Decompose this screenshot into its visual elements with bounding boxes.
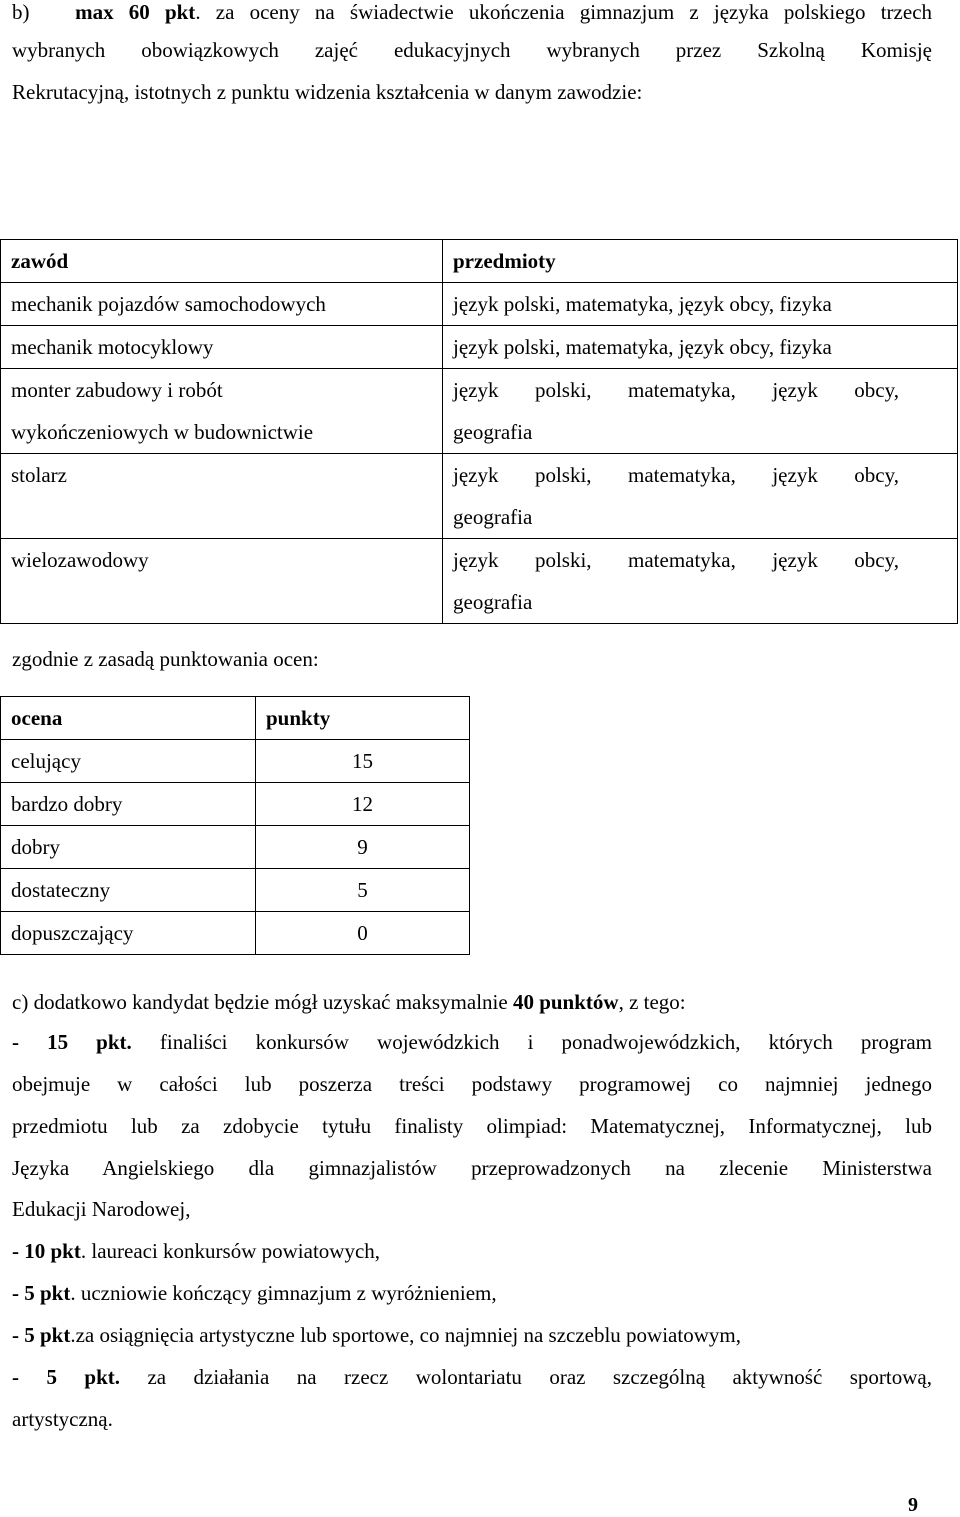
intro-line-3: Rekrutacyjną, istotnych z punktu widzenia kształcenia w danym zawodzie: (12, 80, 643, 104)
bullet-1-line-1: - 15 pkt. finaliści konkursów wojewódzkich i ponadwojewódzkich, których program (12, 1030, 932, 1054)
grade-points: 5 (256, 869, 470, 912)
table-row (1, 369, 958, 454)
grade-points: 15 (256, 740, 470, 783)
grade-name: dobry (1, 826, 256, 869)
bullet-1-line-2: obejmuje w całości lub poszerza treści podstawy programowej co najmniej jednego (12, 1072, 932, 1096)
table-row (1, 539, 958, 624)
przedmioty-cell: język polski, matematyka, język obcy, geografia (443, 369, 958, 454)
bullet-4: - 5 pkt.za osiągnięcia artystyczne lub sportowe, co najmniej na szczeblu powiatowym, (12, 1323, 741, 1347)
intro-text: . za oceny na świadectwie ukończenia gimnazjum z języka polskiego trzech (195, 0, 932, 24)
table-row (1, 283, 958, 326)
zawod-cell: mechanik motocyklowy (1, 326, 443, 369)
grade-points: 0 (256, 912, 470, 955)
bullet-1-line-5: Edukacji Narodowej, (12, 1197, 191, 1221)
bullet-5-line-2: artystyczną. (12, 1407, 113, 1431)
page-number: 9 (908, 1494, 918, 1516)
bullet-1-line-3: przedmiotu lub za zdobycie tytułu finalisty olimpiad: Matematycznej, Informatycznej, lub (12, 1114, 932, 1138)
section-c: c) dodatkowo kandydat będzie mógł uzyskać maksymalnie 40 punktów, z tego: (12, 990, 686, 1014)
grade-name: bardzo dobry (1, 783, 256, 826)
header-przedmioty: przedmioty (443, 240, 958, 283)
points-max: max 60 pkt (75, 0, 196, 24)
przedmioty-cell: język polski, matematyka, język obcy, fizyka (443, 326, 958, 369)
zawod-cell: wielozawodowy (1, 539, 443, 624)
przedmioty-cell: język polski, matematyka, język obcy, fizyka (443, 283, 958, 326)
list-marker: b) (12, 0, 30, 24)
intro-line-2: wybranych obowiązkowych zajęć edukacyjnych wybranych przez Szkolną Komisję (12, 38, 932, 62)
table-row (1, 826, 470, 869)
header-zawod: zawód (1, 240, 443, 283)
grade-name: celujący (1, 740, 256, 783)
zawod-cell: mechanik pojazdów samochodowych (1, 283, 443, 326)
table-row (1, 869, 470, 912)
table-row (1, 740, 470, 783)
grade-name: dopuszczający (1, 912, 256, 955)
bullet-3: - 5 pkt. uczniowie kończący gimnazjum z wyróżnieniem, (12, 1281, 497, 1305)
bullet-2: - 10 pkt. laureaci konkursów powiatowych, (12, 1239, 381, 1263)
bullet-label: - 15 pkt. (12, 1030, 132, 1054)
zawod-cell: monter zabudowy i robót wykończeniowych w budownictwie (1, 369, 443, 454)
table-row (1, 783, 470, 826)
przedmioty-cell: język polski, matematyka, język obcy, geografia (443, 454, 958, 539)
bullet-5-line-1: - 5 pkt. za działania na rzecz wolontariatu oraz szczególną aktywność sportową, (12, 1365, 932, 1389)
przedmioty-cell: język polski, matematyka, język obcy, geografia (443, 539, 958, 624)
table-row (1, 454, 958, 539)
table-row (1, 326, 958, 369)
grade-points: 9 (256, 826, 470, 869)
grade-name: dostateczny (1, 869, 256, 912)
header-punkty: punkty (256, 697, 470, 740)
zawod-cell: stolarz (1, 454, 443, 539)
grade-points: 12 (256, 783, 470, 826)
intro-line-1 (12, 0, 932, 25)
subjects-table (0, 239, 958, 624)
table-row (1, 912, 470, 955)
scoring-intro: zgodnie z zasadą punktowania ocen: (12, 647, 319, 671)
header-ocena: ocena (1, 697, 256, 740)
grades-table (0, 696, 470, 955)
bullet-1-line-4: Języka Angielskiego dla gimnazjalistów przeprowadzonych na zlecenie Ministerstwa (12, 1156, 932, 1180)
